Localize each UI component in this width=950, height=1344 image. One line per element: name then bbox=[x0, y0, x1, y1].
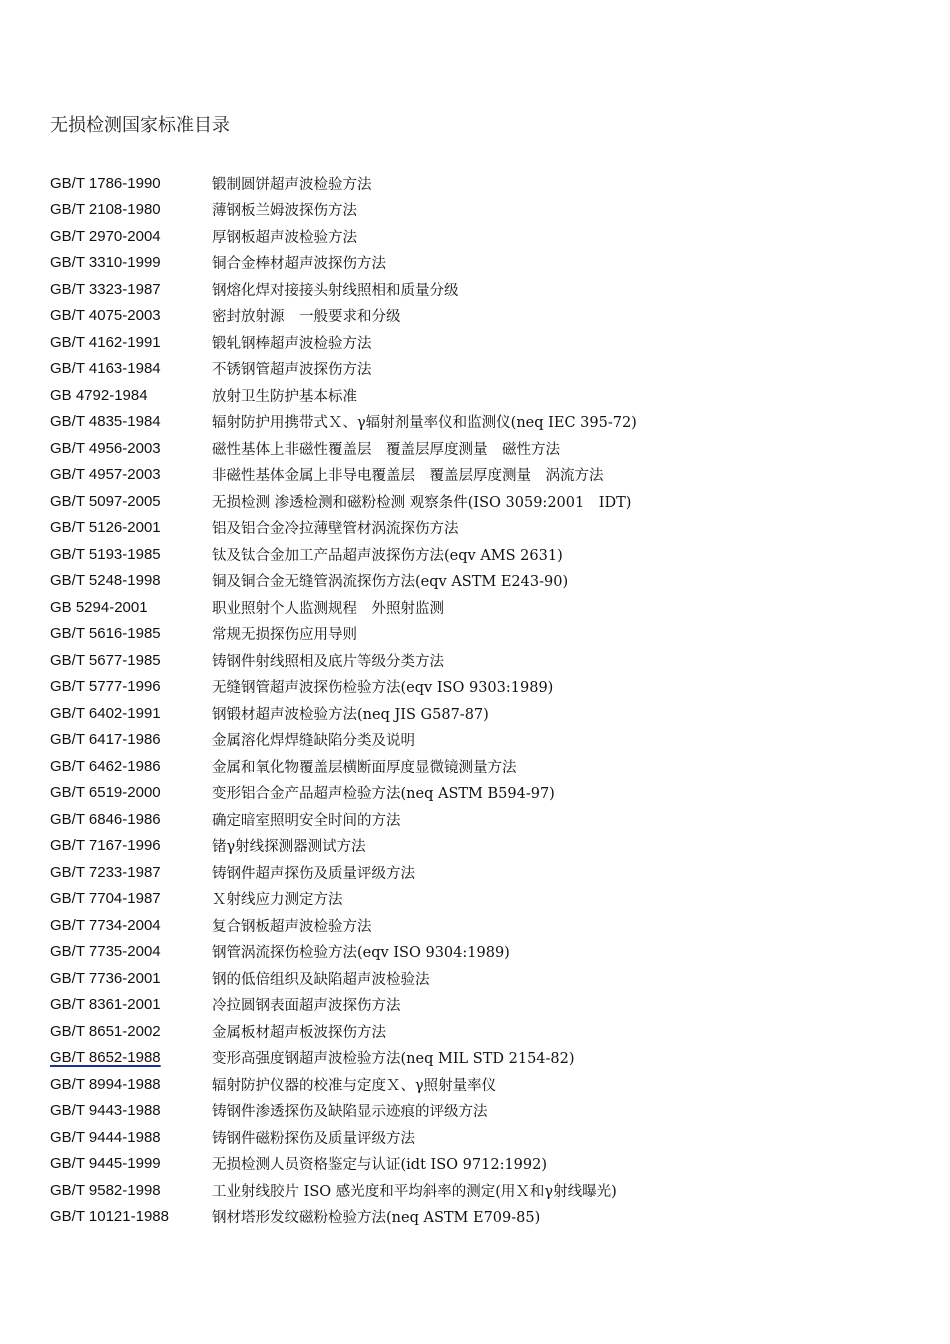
standard-code: GB/T 4957-2003 bbox=[50, 466, 161, 484]
standard-name: 职业照射个人监测规程 外照射监测 bbox=[212, 600, 444, 617]
list-item bbox=[50, 939, 910, 966]
page-title: 无损检测国家标准目录 bbox=[50, 115, 230, 136]
list-item bbox=[50, 1018, 910, 1045]
standard-name: 冷拉圆钢表面超声波探伤方法 bbox=[212, 998, 401, 1015]
list-item bbox=[50, 647, 910, 674]
standard-code: GB/T 2970-2004 bbox=[50, 227, 161, 245]
standard-name: 复合钢板超声波检验方法 bbox=[212, 918, 372, 935]
list-item bbox=[50, 541, 910, 568]
list-item bbox=[50, 1177, 910, 1204]
standard-code: GB/T 5097-2005 bbox=[50, 492, 161, 510]
standard-code: GB/T 4163-1984 bbox=[50, 360, 161, 378]
standard-name: 铸钢件超声探伤及质量评级方法 bbox=[212, 865, 415, 882]
list-item bbox=[50, 276, 910, 303]
standard-name: 金属和氧化物覆盖层横断面厚度显微镜测量方法 bbox=[212, 759, 517, 776]
standard-name: 薄钢板兰姆波探伤方法 bbox=[212, 203, 357, 220]
standard-code: GB/T 10121-1988 bbox=[50, 1208, 169, 1226]
list-item bbox=[50, 965, 910, 992]
standard-code: GB/T 5777-1996 bbox=[50, 678, 161, 696]
standard-name: 铸钢件磁粉探伤及质量评级方法 bbox=[212, 1130, 415, 1147]
standards-list bbox=[50, 170, 910, 1230]
standard-name: 变形铝合金产品超声检验方法(neq ASTM B594-97) bbox=[212, 786, 555, 803]
list-item bbox=[50, 568, 910, 595]
standard-code: GB/T 9444-1988 bbox=[50, 1128, 161, 1146]
standard-name: 磁性基体上非磁性覆盖层 覆盖层厚度测量 磁性方法 bbox=[212, 441, 560, 458]
standard-code: GB/T 9443-1988 bbox=[50, 1102, 161, 1120]
standard-code: GB/T 8994-1988 bbox=[50, 1075, 161, 1093]
list-item bbox=[50, 303, 910, 330]
standard-code: GB/T 3310-1999 bbox=[50, 254, 161, 272]
standard-name: 放射卫生防护基本标准 bbox=[212, 388, 357, 405]
standard-code: GB/T 1786-1990 bbox=[50, 174, 161, 192]
standard-name: 铜及铜合金无缝管涡流探伤方法(eqv ASTM E243-90) bbox=[212, 574, 569, 591]
standard-code: GB/T 5193-1985 bbox=[50, 545, 161, 563]
list-item bbox=[50, 727, 910, 754]
standard-code: GB/T 8652-1988 bbox=[50, 1049, 161, 1067]
standard-code: GB/T 5677-1985 bbox=[50, 651, 161, 669]
standard-name: 不锈钢管超声波探伤方法 bbox=[212, 362, 372, 379]
list-item bbox=[50, 806, 910, 833]
list-item bbox=[50, 250, 910, 277]
list-item bbox=[50, 859, 910, 886]
list-item bbox=[50, 197, 910, 224]
standard-code: GB/T 6462-1986 bbox=[50, 757, 161, 775]
standard-code: GB/T 4075-2003 bbox=[50, 307, 161, 325]
standard-code: GB/T 7735-2004 bbox=[50, 943, 161, 961]
list-item bbox=[50, 753, 910, 780]
standard-name: 铸钢件射线照相及底片等级分类方法 bbox=[212, 653, 444, 670]
standard-name: 钢的低倍组织及缺陷超声波检验法 bbox=[212, 971, 430, 988]
standard-code: GB/T 5126-2001 bbox=[50, 519, 161, 537]
standard-code: GB/T 5248-1998 bbox=[50, 572, 161, 590]
standard-name: 密封放射源 一般要求和分级 bbox=[212, 309, 401, 326]
list-item bbox=[50, 515, 910, 542]
standard-name: 钛及钛合金加工产品超声波探伤方法(eqv AMS 2631) bbox=[212, 547, 563, 564]
standard-code: GB/T 7736-2001 bbox=[50, 969, 161, 987]
standard-name: 变形高强度钢超声波检验方法(neq MIL STD 2154-82) bbox=[212, 1051, 575, 1068]
standard-name: 锗γ射线探测器测试方法 bbox=[212, 839, 366, 856]
list-item bbox=[50, 833, 910, 860]
standard-code: GB/T 6846-1986 bbox=[50, 810, 161, 828]
list-item bbox=[50, 170, 910, 197]
list-item bbox=[50, 488, 910, 515]
list-item bbox=[50, 1045, 910, 1072]
standard-code: GB 5294-2001 bbox=[50, 598, 148, 616]
standard-name: 金属溶化焊焊缝缺陷分类及说明 bbox=[212, 733, 415, 750]
standard-name: Ｘ射线应力测定方法 bbox=[212, 892, 343, 909]
list-item bbox=[50, 409, 910, 436]
list-item bbox=[50, 1098, 910, 1125]
standard-code: GB/T 4956-2003 bbox=[50, 439, 161, 457]
list-item bbox=[50, 356, 910, 383]
standard-code: GB/T 9582-1998 bbox=[50, 1181, 161, 1199]
list-item bbox=[50, 992, 910, 1019]
standard-code: GB/T 7233-1987 bbox=[50, 863, 161, 881]
list-item bbox=[50, 594, 910, 621]
list-item bbox=[50, 886, 910, 913]
list-item bbox=[50, 462, 910, 489]
standard-code: GB/T 7734-2004 bbox=[50, 916, 161, 934]
standard-code: GB/T 6417-1986 bbox=[50, 731, 161, 749]
list-item bbox=[50, 223, 910, 250]
list-item bbox=[50, 674, 910, 701]
standard-code: GB/T 4835-1984 bbox=[50, 413, 161, 431]
standard-name: 无损检测 渗透检测和磁粉检测 观察条件(ISO 3059:2001 IDT) bbox=[212, 494, 632, 511]
standard-name: 钢管涡流探伤检验方法(eqv ISO 9304:1989) bbox=[212, 945, 510, 962]
standard-code: GB/T 7167-1996 bbox=[50, 837, 161, 855]
standard-name: 铸钢件渗透探伤及缺陷显示迹痕的评级方法 bbox=[212, 1104, 488, 1121]
standard-name: 铜合金棒材超声波探伤方法 bbox=[212, 256, 386, 273]
list-item bbox=[50, 435, 910, 462]
list-item bbox=[50, 780, 910, 807]
list-item bbox=[50, 1124, 910, 1151]
standard-code: GB 4792-1984 bbox=[50, 386, 148, 404]
standard-name: 锻轧钢棒超声波检验方法 bbox=[212, 335, 372, 352]
list-item bbox=[50, 1151, 910, 1178]
standard-name: 钢材塔形发纹磁粉检验方法(neq ASTM E709-85) bbox=[212, 1210, 541, 1227]
standard-name: 无缝钢管超声波探伤检验方法(eqv ISO 9303:1989) bbox=[212, 680, 554, 697]
standard-name: 确定暗室照明安全时间的方法 bbox=[212, 812, 401, 829]
list-item bbox=[50, 1071, 910, 1098]
standard-name: 非磁性基体金属上非导电覆盖层 覆盖层厚度测量 涡流方法 bbox=[212, 468, 604, 485]
standard-name: 工业射线胶片 ISO 感光度和平均斜率的测定(用Ｘ和γ射线曝光) bbox=[212, 1183, 617, 1200]
standard-name: 辐射防护用携带式Ｘ、γ辐射剂量率仪和监测仪(neq IEC 395-72) bbox=[212, 415, 637, 432]
standard-code: GB/T 7704-1987 bbox=[50, 890, 161, 908]
list-item bbox=[50, 329, 910, 356]
standard-name: 钢熔化焊对接接头射线照相和质量分级 bbox=[212, 282, 459, 299]
standard-code: GB/T 8651-2002 bbox=[50, 1022, 161, 1040]
list-item bbox=[50, 382, 910, 409]
standard-code: GB/T 8361-2001 bbox=[50, 996, 161, 1014]
list-item bbox=[50, 700, 910, 727]
list-item bbox=[50, 912, 910, 939]
standard-code: GB/T 4162-1991 bbox=[50, 333, 161, 351]
standard-code: GB/T 9445-1999 bbox=[50, 1155, 161, 1173]
standard-name: 无损检测人员资格鉴定与认证(idt ISO 9712:1992) bbox=[212, 1157, 548, 1174]
standard-name: 厚钢板超声波检验方法 bbox=[212, 229, 357, 246]
standard-name: 钢锻材超声波检验方法(neq JIS G587-87) bbox=[212, 706, 489, 723]
list-item bbox=[50, 1204, 910, 1231]
standard-name: 常规无损探伤应用导则 bbox=[212, 627, 357, 644]
standard-name: 辐射防护仪器的校准与定度Ｘ、γ照射量率仪 bbox=[212, 1077, 497, 1094]
standard-code: GB/T 6402-1991 bbox=[50, 704, 161, 722]
standard-name: 金属板材超声板波探伤方法 bbox=[212, 1024, 386, 1041]
standard-name: 铝及铝合金冷拉薄壁管材涡流探伤方法 bbox=[212, 521, 459, 538]
standard-code: GB/T 2108-1980 bbox=[50, 201, 161, 219]
standard-code: GB/T 6519-2000 bbox=[50, 784, 161, 802]
standard-code: GB/T 3323-1987 bbox=[50, 280, 161, 298]
standard-code: GB/T 5616-1985 bbox=[50, 625, 161, 643]
list-item bbox=[50, 621, 910, 648]
standard-name: 锻制圆饼超声波检验方法 bbox=[212, 176, 372, 193]
